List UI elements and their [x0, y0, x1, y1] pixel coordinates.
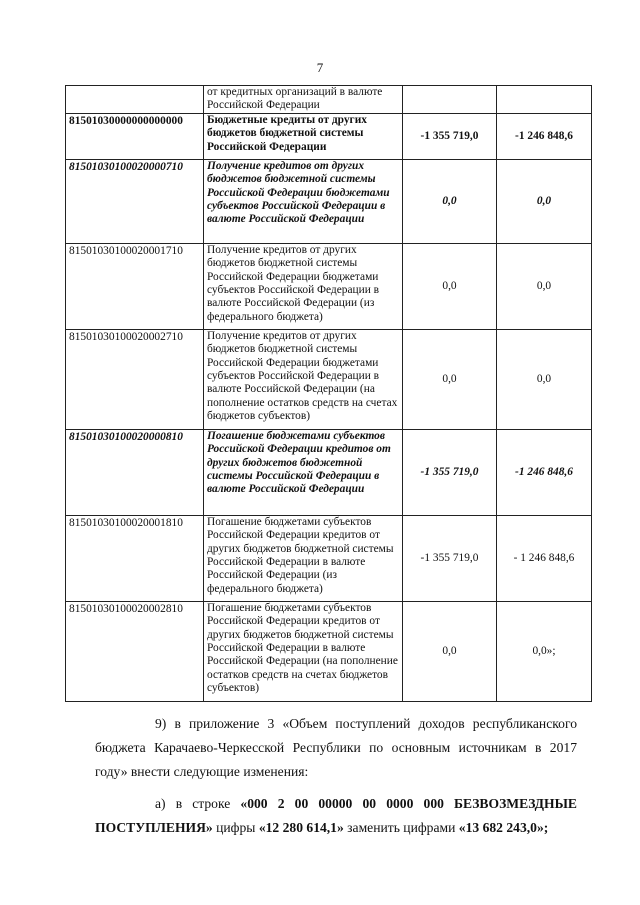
code-cell: 81501030100020002810 [66, 601, 204, 701]
value-2017-cell: -1 355 719,0 [403, 113, 497, 159]
table-row [66, 86, 592, 114]
paragraph-a-old-value: «12 280 614,1» [258, 820, 344, 835]
value-cell: -1 246 848,6 [497, 113, 592, 159]
name-cell: Погашение бюджетами субъектов Российской Федерации кредитов от других бюджетов бюджетной системы Российской Федерации в валюте Российской Федерации (на пополнение остатков средств на счетах бюджетов субъектов) [204, 601, 403, 701]
value-2017-cell [403, 86, 497, 114]
paragraph-a-line: «000 2 00 00000 00 0000 000 БЕЗВОЗМЕЗДНЫЕ ПОСТУПЛЕНИЯ» [95, 796, 577, 835]
table-row [66, 429, 592, 515]
table-row [66, 243, 592, 329]
table-row [66, 113, 592, 159]
value-cell: 0,0 [497, 159, 592, 243]
table-row [66, 515, 592, 601]
paragraph-9: 9) в приложение 3 «Объем поступлений доходов республиканского бюджета Карачаево-Черкесской Республики по основным источникам в 2017 году» внести следующие изменения: [95, 716, 577, 779]
code-cell: 81501030000000000000 [66, 113, 204, 159]
paragraph-a [95, 792, 577, 840]
value-2017-cell: -1 355 719,0 [403, 515, 497, 601]
value-cell: -1 246 848,6 [497, 429, 592, 515]
name-cell: Получение кредитов от других бюджетов бюджетной системы Российской Федерации бюджетами субъектов Российской Федерации в валюте Российской Федерации (на пополнение остатков средств на счетах бюджетов субъектов) [204, 329, 403, 429]
code-cell: 81501030100020000810 [66, 429, 204, 515]
name-cell: Погашение бюджетами субъектов Российской Федерации кредитов от других бюджетов бюджетной системы Российской Федерации в валюте Российской Федерации [204, 429, 403, 515]
table-row [66, 329, 592, 429]
name-cell: от кредитных организаций в валюте Российской Федерации [204, 86, 403, 114]
value-cell: 0,0 [497, 329, 592, 429]
name-cell: Получение кредитов от других бюджетов бюджетной системы Российской Федерации бюджетами субъектов Российской Федерации в валюте Российской Федерации (из федерального бюджета) [204, 243, 403, 329]
value-cell: - 1 246 848,6 [497, 515, 592, 601]
paragraph-a-prefix: а) в строке [155, 796, 241, 811]
paragraph-a-mid-1: цифры [212, 820, 259, 835]
sources-table [65, 85, 592, 702]
value-cell: 0,0 [497, 243, 592, 329]
code-cell: 81501030100020001810 [66, 515, 204, 601]
code-cell [66, 86, 204, 114]
table-row [66, 601, 592, 701]
name-cell: Получение кредитов от других бюджетов бюджетной системы Российской Федерации бюджетами субъектов Российской Федерации в валюте Российской Федерации [204, 159, 403, 243]
value-cell [497, 86, 592, 114]
page-number: 7 [316, 60, 324, 75]
value-2017-cell: 0,0 [403, 159, 497, 243]
code-cell: 81501030100020002710 [66, 329, 204, 429]
code-cell: 81501030100020001710 [66, 243, 204, 329]
table-row [66, 159, 592, 243]
value-2017-cell: -1 355 719,0 [403, 429, 497, 515]
value-2017-cell: 0,0 [403, 601, 497, 701]
paragraph-a-mid-2: заменить цифрами [343, 820, 459, 835]
name-cell: Бюджетные кредиты от других бюджетов бюджетной системы Российской Федерации [204, 113, 403, 159]
paragraph-a-new-value: «13 682 243,0»; [458, 820, 549, 835]
code-cell: 81501030100020000710 [66, 159, 204, 243]
value-cell: 0,0»; [497, 601, 592, 701]
value-2017-cell: 0,0 [403, 329, 497, 429]
value-2017-cell: 0,0 [403, 243, 497, 329]
name-cell: Погашение бюджетами субъектов Российской Федерации кредитов от других бюджетов бюджетной системы Российской Федерации в валюте Российской Федерации (из федерального бюджета) [204, 515, 403, 601]
